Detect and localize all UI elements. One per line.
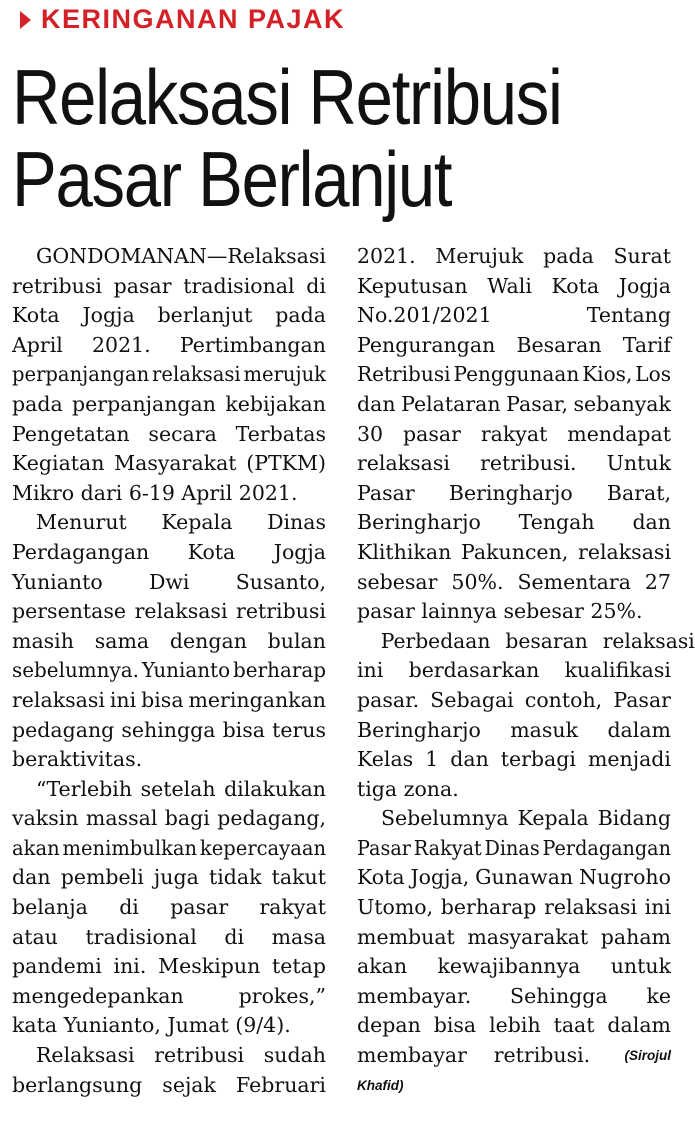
text-line: [357, 952, 671, 982]
line-text: beraktivitas.: [12, 747, 143, 772]
word: ini: [109, 687, 137, 712]
text-line: [12, 597, 326, 627]
word: pembeli: [60, 865, 144, 890]
word: Pertimbangan: [179, 332, 326, 357]
word: takut: [271, 865, 326, 890]
word: Dwi: [148, 569, 190, 594]
text-line: [12, 775, 326, 805]
text-line: [12, 568, 326, 598]
word: dilakukan: [224, 776, 326, 801]
text-line: [12, 716, 326, 746]
word: Gunawan: [475, 865, 574, 890]
word: besaran: [505, 628, 588, 653]
word: menjadi: [587, 747, 671, 772]
word: retribusi: [154, 1043, 245, 1068]
word: mengedepankan: [12, 983, 184, 1008]
word: April: [12, 332, 63, 357]
word: tradisional: [183, 273, 295, 298]
word: Utomo,: [357, 895, 434, 920]
text-line: [357, 597, 671, 627]
word: Perdagangan: [12, 539, 150, 564]
word: dan: [632, 510, 671, 535]
word: relaksasi: [357, 451, 450, 476]
word: dan: [357, 391, 396, 416]
line-text: GONDOMANAN—Relaksasi: [36, 244, 326, 268]
word: menimbulkan: [62, 835, 198, 860]
word: Kota: [187, 539, 236, 564]
text-line: [357, 982, 671, 1012]
word: pasar: [170, 895, 229, 920]
text-line: [12, 301, 326, 331]
text-line: [12, 804, 326, 834]
text-line: [12, 952, 326, 982]
word: relaksasi: [602, 628, 695, 653]
word: berharap: [440, 895, 537, 920]
word: Dinas: [267, 510, 326, 535]
word: Kelas: [357, 747, 414, 772]
text-line: [357, 331, 671, 361]
word: di: [306, 273, 326, 298]
text-line: [357, 656, 671, 686]
word: Jogja,: [410, 865, 470, 890]
word: dalam: [607, 717, 671, 742]
byline: (Sirojul: [616, 1048, 671, 1064]
word: Kota: [551, 273, 600, 298]
word: Kepala: [517, 806, 589, 831]
text-line: [357, 1011, 671, 1041]
word: 50%.: [451, 569, 504, 594]
word: tetap: [272, 954, 326, 979]
text-line: [12, 420, 326, 450]
kicker-label: KERINGANAN PAJAK: [41, 4, 346, 34]
word: Penggunaan: [453, 362, 580, 387]
word: atau: [12, 924, 58, 949]
word: retribusi: [236, 599, 326, 624]
text-line: [357, 508, 671, 538]
word: sebesar: [357, 569, 438, 594]
word: Meskipun: [158, 954, 261, 979]
word: Pelataran: [401, 391, 501, 416]
word: Yunianto: [141, 658, 231, 683]
text-line: [12, 242, 326, 272]
text-line: [357, 301, 671, 331]
word: masyarakat: [467, 924, 589, 949]
text-line: [12, 449, 326, 479]
word: tidak: [208, 865, 262, 890]
line-text: kata Yunianto, Jumat (9/4).: [12, 1013, 291, 1038]
word: ini: [357, 658, 384, 683]
headline-line-2: Pasar Berlanjut: [12, 135, 452, 223]
word: tradisional: [85, 924, 197, 949]
text-line: [12, 834, 326, 864]
word: rakyat: [259, 895, 326, 920]
text-line: [12, 1011, 326, 1041]
word: Nugroho: [579, 865, 671, 890]
text-line: [12, 923, 326, 953]
text-line: [357, 449, 671, 479]
word: persentase: [12, 599, 127, 624]
word: relaksasi: [578, 539, 671, 564]
word: berharap: [233, 658, 327, 683]
text-line: [12, 686, 326, 716]
byline: Khafid): [357, 1077, 404, 1093]
word: Retribusi: [357, 362, 451, 387]
word: pandemi: [12, 954, 102, 979]
word: Jogja: [82, 303, 135, 328]
word: berlangsung: [12, 1072, 143, 1097]
word: Pasar: [613, 687, 671, 712]
text-line: [357, 716, 671, 746]
text-line: [357, 420, 671, 450]
text-line: [357, 745, 671, 775]
word: Sebagai: [430, 687, 514, 712]
word: dan: [12, 865, 51, 890]
text-line: [12, 893, 326, 923]
word: Merujuk: [435, 244, 524, 268]
word: meringankan: [188, 687, 326, 712]
word: Pasar: [357, 835, 411, 860]
word: Wali: [487, 273, 532, 298]
word: Beringharjo: [448, 480, 573, 505]
word: secara: [148, 421, 217, 446]
word: Menurut: [36, 510, 127, 535]
text-line: [357, 360, 671, 390]
text-line: [12, 1071, 326, 1101]
word: retribusi.: [493, 1043, 591, 1068]
word: sejak: [162, 1072, 216, 1097]
word: Los: [635, 362, 671, 387]
text-line: [357, 834, 671, 864]
text-line: [357, 538, 671, 568]
word: setelah: [140, 776, 216, 801]
article-column-right: [357, 242, 695, 1100]
word: masih: [12, 628, 74, 653]
word: Kepala: [161, 510, 233, 535]
word: sama: [94, 628, 150, 653]
word: 2021.: [357, 244, 416, 268]
text-line: [12, 745, 326, 775]
word: di: [224, 924, 245, 949]
word: Terbatas: [235, 421, 326, 446]
word: Kios,: [582, 362, 633, 387]
word: Tentang: [586, 303, 671, 328]
word: “Terlebih: [36, 776, 133, 801]
text-line: [357, 568, 671, 598]
word: Pasar,: [506, 391, 568, 416]
word: membuat: [357, 924, 455, 949]
word: pedagang,: [217, 806, 326, 831]
text-line: [12, 331, 326, 361]
word: Pengurangan: [357, 332, 496, 357]
word: bulan: [267, 628, 326, 653]
section-kicker: [20, 4, 345, 35]
word: No.201/2021: [357, 303, 492, 328]
word: ke: [646, 983, 671, 1008]
word: taat: [553, 1013, 595, 1038]
word: dengan: [169, 628, 247, 653]
word: Keputusan: [357, 273, 468, 298]
text-line: [357, 923, 671, 953]
word: kualifikasi: [564, 658, 671, 683]
text-line: [357, 272, 671, 302]
word: dan: [450, 747, 489, 772]
word: akan: [12, 835, 60, 860]
word: Susanto,: [235, 569, 326, 594]
word: sebanyak: [573, 391, 671, 416]
word: pada: [543, 244, 594, 268]
word: Untuk: [606, 451, 671, 476]
text-line: [12, 360, 326, 390]
word: masuk: [510, 717, 579, 742]
word: 2021.: [92, 332, 151, 357]
text-line: [357, 479, 671, 509]
word: Klithikan: [357, 539, 452, 564]
word: (PTKM): [246, 451, 326, 476]
word: Kota: [12, 303, 60, 328]
text-line: [357, 1041, 671, 1071]
text-line: [12, 656, 326, 686]
word: Rakyat: [413, 835, 482, 860]
word: Pakuncen,: [461, 539, 569, 564]
word: pada: [12, 391, 63, 416]
word: kepercayaan: [199, 835, 327, 860]
word: ini: [644, 895, 671, 920]
text-line: [12, 508, 326, 538]
word: paham: [600, 924, 671, 949]
line-text: pasar lainnya sebesar 25%.: [357, 599, 643, 624]
word: Pengetatan: [12, 421, 130, 446]
text-line: [12, 982, 326, 1012]
word: berlanjut: [157, 303, 253, 328]
word: bisa: [222, 717, 265, 742]
word: kebijakan: [225, 391, 326, 416]
text-line: [357, 863, 671, 893]
text-line: [12, 627, 326, 657]
word: Relaksasi: [36, 1043, 135, 1068]
word: bisa: [433, 1013, 477, 1038]
word: rakyat: [480, 421, 548, 446]
word: membayar.: [357, 983, 472, 1008]
word: sehingga: [121, 717, 216, 742]
word: juga: [153, 865, 199, 890]
word: Perdagangan: [542, 835, 671, 860]
word: relaksasi: [544, 895, 638, 920]
line-text: Mikro dari 6-19 April 2021.: [12, 480, 298, 505]
word: terus: [272, 717, 326, 742]
text-line: [357, 893, 671, 923]
word: pedagang: [12, 717, 115, 742]
word: mendapat: [567, 421, 671, 446]
word: 30: [357, 421, 384, 446]
word: depan: [357, 1013, 421, 1038]
word: merujuk: [243, 362, 327, 387]
kicker-arrow-icon: [20, 11, 31, 29]
word: kewajibannya: [437, 954, 581, 979]
word: Jogja: [273, 539, 326, 564]
word: Besaran: [516, 332, 602, 357]
word: Tarif: [622, 332, 671, 357]
word: belanja: [12, 895, 88, 920]
line-text: tiga zona.: [357, 776, 459, 801]
word: Bidang: [597, 806, 671, 831]
word: berdasarkan: [408, 658, 540, 683]
word: akan: [357, 954, 408, 979]
word: Surat: [613, 244, 671, 268]
word: masa: [271, 924, 326, 949]
word: lebih: [489, 1013, 541, 1038]
word: Sehingga: [510, 983, 608, 1008]
word: Februari: [236, 1072, 326, 1097]
word: pasar: [403, 421, 461, 446]
text-line: [357, 804, 671, 834]
word: massal: [85, 806, 158, 831]
word: Beringharjo: [357, 510, 481, 535]
word: terbagi: [500, 747, 576, 772]
text-line: [12, 538, 326, 568]
word: untuk: [610, 954, 671, 979]
text-line: [12, 272, 326, 302]
word: Yunianto: [12, 569, 103, 594]
headline-line-1: Relaksasi Retribusi: [12, 53, 562, 141]
word: membayar: [357, 1043, 467, 1068]
word: relaksasi: [12, 687, 105, 712]
text-line: [12, 1041, 326, 1071]
word: Tengah: [518, 510, 595, 535]
text-line: [357, 390, 671, 420]
word: retribusi.: [480, 451, 577, 476]
word: retribusi: [12, 273, 102, 298]
word: Barat,: [606, 480, 671, 505]
word: Masyarakat: [114, 451, 237, 476]
text-line: [12, 390, 326, 420]
word: 1: [425, 747, 439, 772]
word: pasar.: [357, 687, 420, 712]
word: prokes,”: [238, 983, 326, 1008]
word: sebelumnya.: [12, 658, 140, 683]
text-line: [12, 479, 326, 509]
word: Perbedaan: [380, 628, 491, 653]
word: di: [119, 895, 139, 920]
word: Sebelumnya: [381, 806, 509, 831]
word: bagi: [164, 806, 210, 831]
word: Pasar: [357, 480, 415, 505]
word: bisa: [141, 687, 184, 712]
word: Kota: [357, 865, 405, 890]
word: ini.: [113, 954, 147, 979]
word: pasar: [113, 273, 172, 298]
word: perpanjangan: [12, 362, 150, 387]
word: pada: [275, 303, 326, 328]
word: Dinas: [484, 835, 540, 860]
word: Sementara: [517, 569, 631, 594]
word: perpanjangan: [72, 391, 216, 416]
text-line: [357, 775, 671, 805]
word: 27: [644, 569, 671, 594]
word: vaksin: [12, 806, 79, 831]
word: sudah: [263, 1043, 326, 1068]
text-line: [357, 627, 695, 657]
word: dalam: [607, 1013, 671, 1038]
text-line: [357, 242, 671, 272]
word: contoh,: [524, 687, 603, 712]
article-column-left: [12, 242, 326, 1100]
word: Jogja: [618, 273, 671, 298]
word: Beringharjo: [357, 717, 481, 742]
text-line: [357, 1071, 671, 1101]
word: relaksasi: [152, 362, 241, 387]
headline: [12, 53, 588, 223]
word: Kegiatan: [12, 451, 105, 476]
word: relaksasi: [134, 599, 228, 624]
text-line: [12, 863, 326, 893]
text-line: [357, 686, 671, 716]
